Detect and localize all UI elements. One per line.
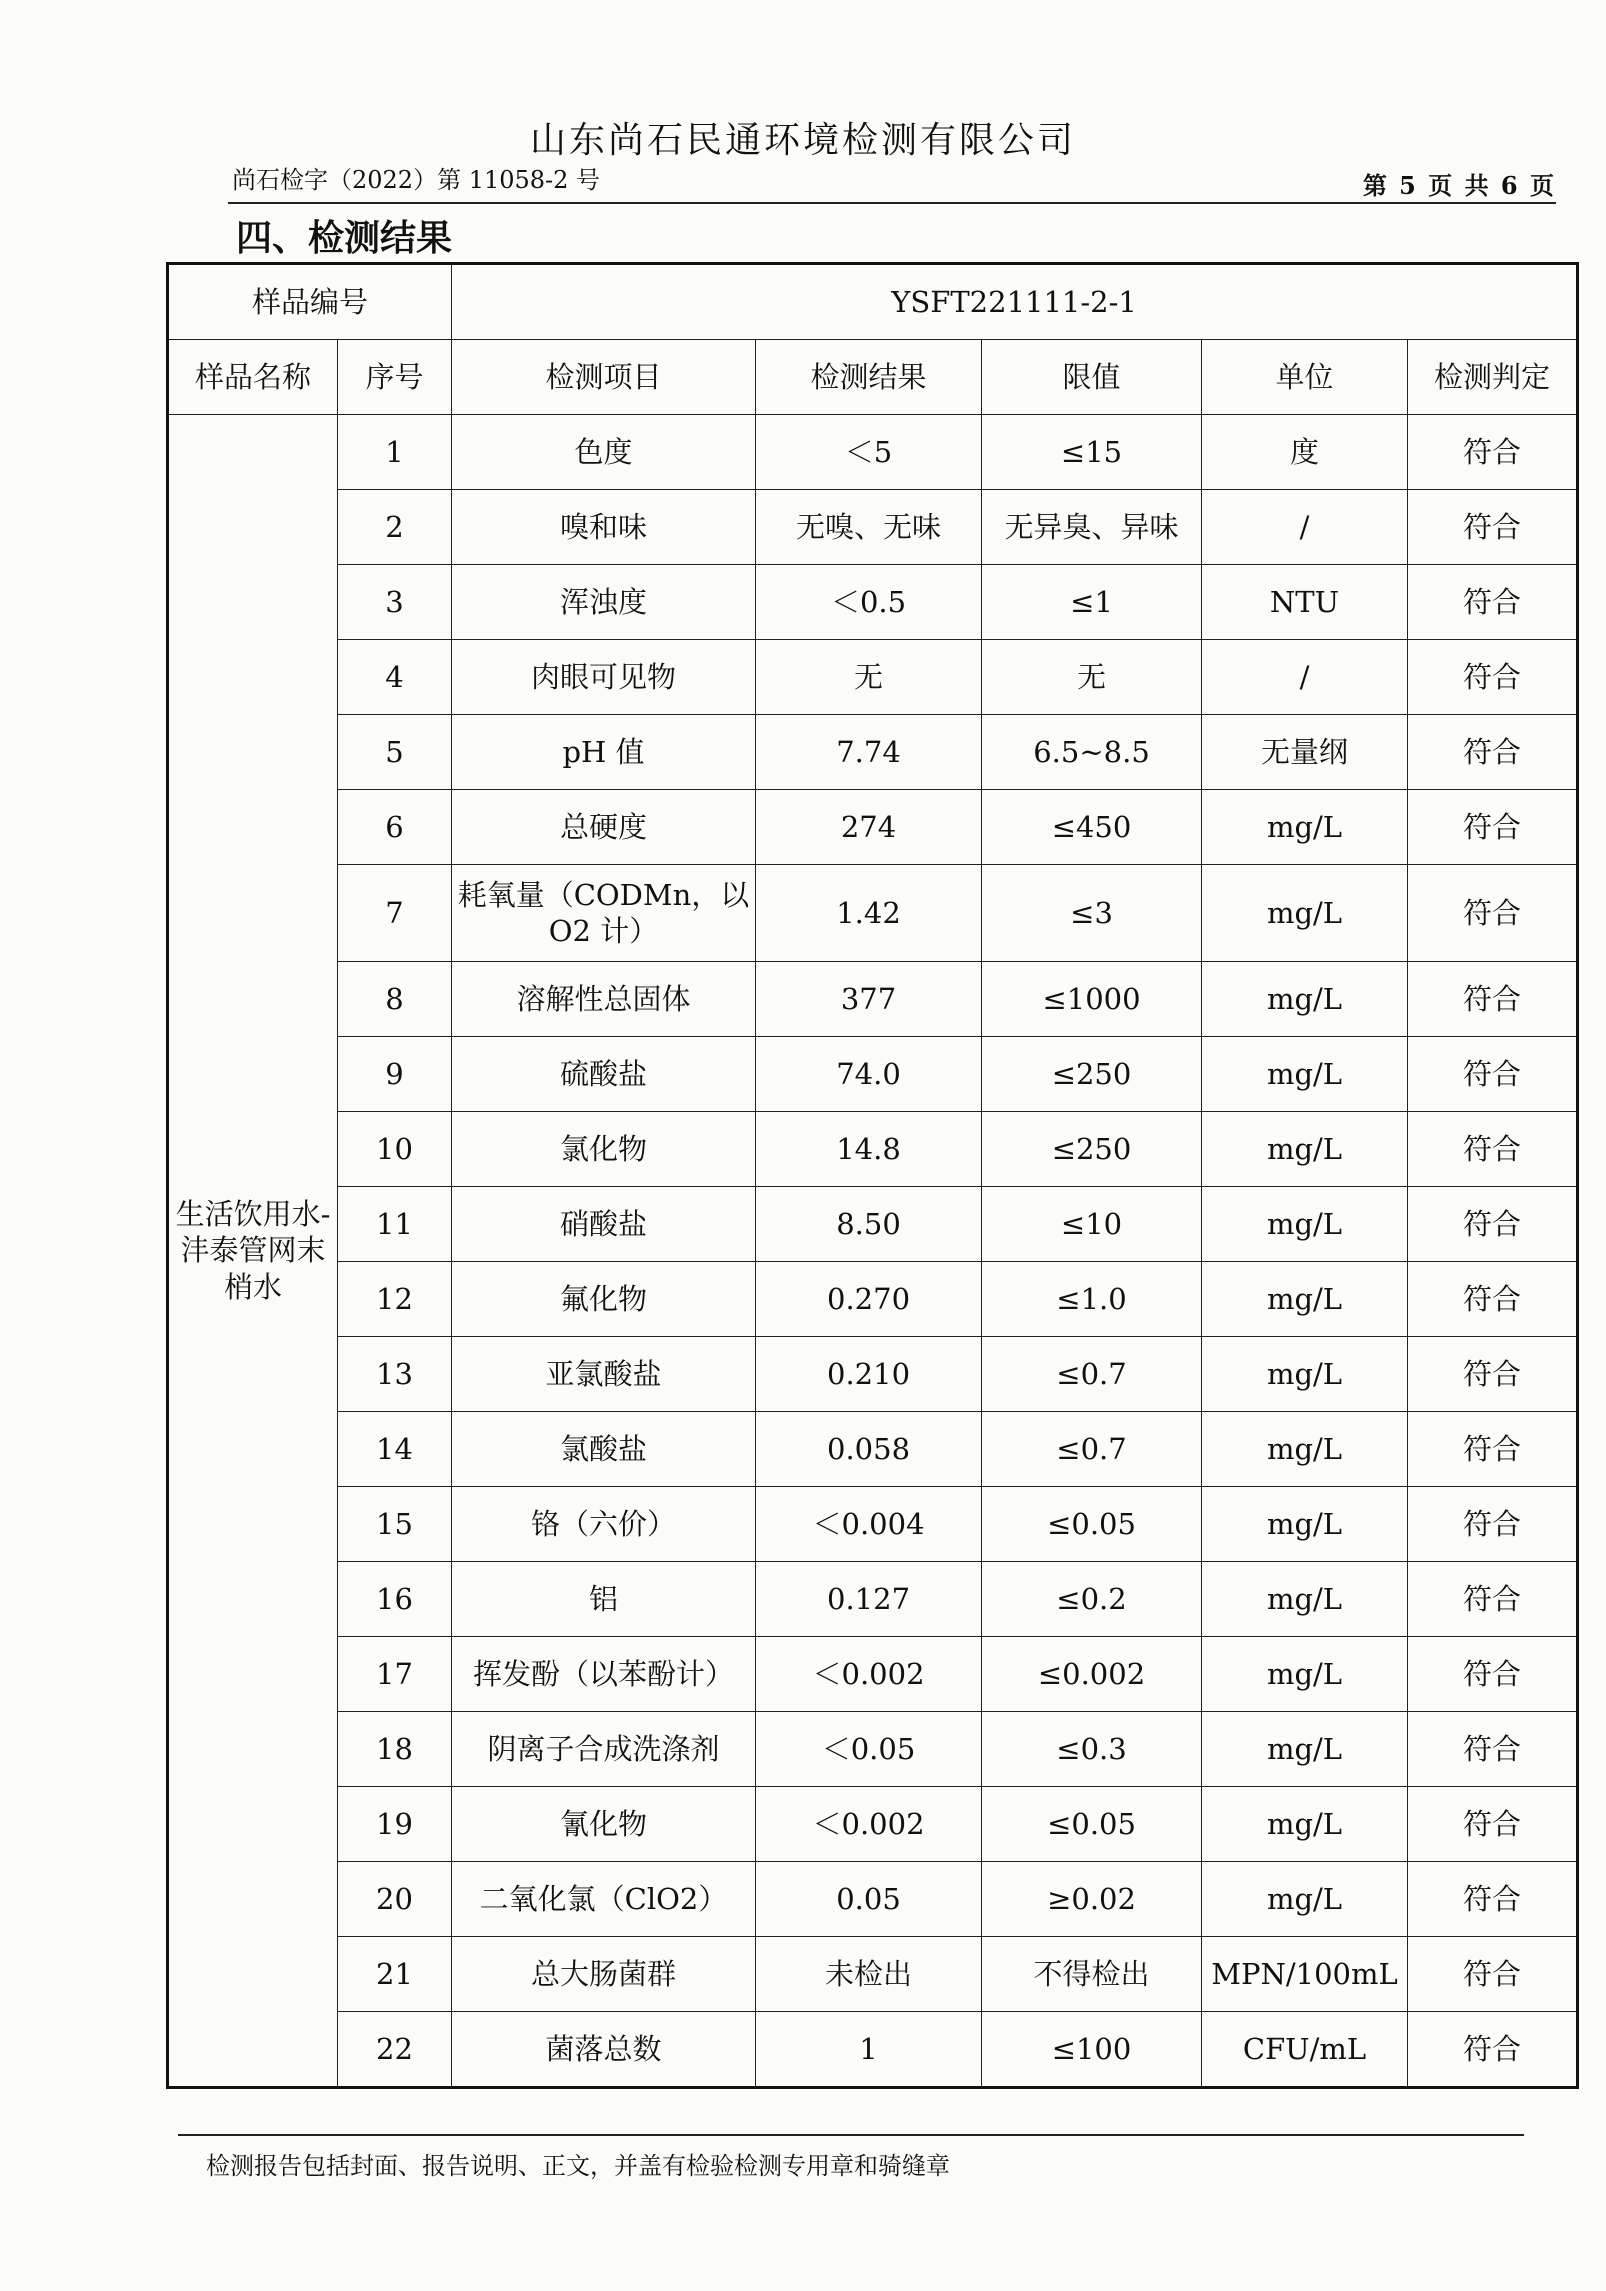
table-row xyxy=(168,490,1578,565)
col-header-limit: 限值 xyxy=(982,340,1202,415)
table-row xyxy=(168,1562,1578,1637)
col-header-judgement: 检测判定 xyxy=(1408,340,1578,415)
row-item: 肉眼可见物 xyxy=(452,640,756,715)
table-row xyxy=(168,715,1578,790)
row-judgement: 符合 xyxy=(1408,1262,1578,1337)
table-row xyxy=(168,1262,1578,1337)
table-row xyxy=(168,2012,1578,2088)
row-result: 0.05 xyxy=(756,1862,982,1937)
row-unit: mg/L xyxy=(1202,1637,1408,1712)
row-unit: mg/L xyxy=(1202,962,1408,1037)
row-item: 浑浊度 xyxy=(452,565,756,640)
row-item: 总硬度 xyxy=(452,790,756,865)
footer-note: 检测报告包括封面、报告说明、正文，并盖有检验检测专用章和骑缝章 xyxy=(206,2152,950,2180)
table-row xyxy=(168,1862,1578,1937)
row-seq: 17 xyxy=(338,1637,452,1712)
row-result: 0.127 xyxy=(756,1562,982,1637)
row-seq: 21 xyxy=(338,1937,452,2012)
row-item: 氯酸盐 xyxy=(452,1412,756,1487)
col-header-sample-name: 样品名称 xyxy=(168,340,338,415)
row-seq: 22 xyxy=(338,2012,452,2088)
col-header-item: 检测项目 xyxy=(452,340,756,415)
row-seq: 6 xyxy=(338,790,452,865)
row-item: 铬（六价） xyxy=(452,1487,756,1562)
row-limit: ≤250 xyxy=(982,1112,1202,1187)
row-limit: 6.5~8.5 xyxy=(982,715,1202,790)
row-seq: 5 xyxy=(338,715,452,790)
row-limit: ≤1000 xyxy=(982,962,1202,1037)
sample-id-row xyxy=(168,264,1578,340)
table-row xyxy=(168,1637,1578,1712)
row-seq: 19 xyxy=(338,1787,452,1862)
row-item: 硫酸盐 xyxy=(452,1037,756,1112)
row-item: 阴离子合成洗涤剂 xyxy=(452,1712,756,1787)
row-item: 菌落总数 xyxy=(452,2012,756,2088)
row-limit: ≤10 xyxy=(982,1187,1202,1262)
row-result: 8.50 xyxy=(756,1187,982,1262)
row-limit: 无 xyxy=(982,640,1202,715)
row-judgement: 符合 xyxy=(1408,1487,1578,1562)
row-judgement: 符合 xyxy=(1408,962,1578,1037)
row-unit: mg/L xyxy=(1202,1712,1408,1787)
row-judgement: 符合 xyxy=(1408,1337,1578,1412)
row-result: 7.74 xyxy=(756,715,982,790)
row-limit: ≤0.3 xyxy=(982,1712,1202,1787)
row-limit: ≤0.2 xyxy=(982,1562,1202,1637)
table-row xyxy=(168,1712,1578,1787)
row-seq: 11 xyxy=(338,1187,452,1262)
row-item: 亚氯酸盐 xyxy=(452,1337,756,1412)
row-limit: ≤0.05 xyxy=(982,1487,1202,1562)
row-judgement: 符合 xyxy=(1408,490,1578,565)
row-seq: 1 xyxy=(338,415,452,490)
row-judgement: 符合 xyxy=(1408,1712,1578,1787)
row-result: 0.270 xyxy=(756,1262,982,1337)
row-limit: ≤0.7 xyxy=(982,1337,1202,1412)
row-judgement: 符合 xyxy=(1408,1187,1578,1262)
table-row xyxy=(168,1937,1578,2012)
row-judgement: 符合 xyxy=(1408,1037,1578,1112)
row-limit: ≤0.05 xyxy=(982,1787,1202,1862)
row-seq: 12 xyxy=(338,1262,452,1337)
table-row xyxy=(168,1037,1578,1112)
row-limit: ≤0.7 xyxy=(982,1412,1202,1487)
row-limit: 无异臭、异味 xyxy=(982,490,1202,565)
row-judgement: 符合 xyxy=(1408,715,1578,790)
col-header-seq: 序号 xyxy=(338,340,452,415)
row-seq: 4 xyxy=(338,640,452,715)
row-unit: mg/L xyxy=(1202,1412,1408,1487)
row-seq: 10 xyxy=(338,1112,452,1187)
row-item: 挥发酚（以苯酚计） xyxy=(452,1637,756,1712)
row-unit: mg/L xyxy=(1202,1562,1408,1637)
row-seq: 2 xyxy=(338,490,452,565)
row-seq: 16 xyxy=(338,1562,452,1637)
row-limit: ≤1 xyxy=(982,565,1202,640)
row-unit: / xyxy=(1202,640,1408,715)
row-limit: ≥0.02 xyxy=(982,1862,1202,1937)
row-judgement: 符合 xyxy=(1408,1412,1578,1487)
row-result: 74.0 xyxy=(756,1037,982,1112)
row-result: ＜0.004 xyxy=(756,1487,982,1562)
section-title: 四、检测结果 xyxy=(236,218,453,259)
row-limit: ≤0.002 xyxy=(982,1637,1202,1712)
col-header-unit: 单位 xyxy=(1202,340,1408,415)
row-limit: ≤15 xyxy=(982,415,1202,490)
row-limit: ≤100 xyxy=(982,2012,1202,2088)
row-result: ＜0.05 xyxy=(756,1712,982,1787)
row-item: 氟化物 xyxy=(452,1262,756,1337)
row-judgement: 符合 xyxy=(1408,1937,1578,2012)
row-limit: ≤1.0 xyxy=(982,1262,1202,1337)
table-row xyxy=(168,1487,1578,1562)
results-table xyxy=(166,262,1579,2089)
footer-divider xyxy=(178,2134,1524,2136)
row-result: ＜0.002 xyxy=(756,1787,982,1862)
row-unit: mg/L xyxy=(1202,1262,1408,1337)
column-header-row xyxy=(168,340,1578,415)
row-judgement: 符合 xyxy=(1408,790,1578,865)
row-item: pH 值 xyxy=(452,715,756,790)
row-unit: CFU/mL xyxy=(1202,2012,1408,2088)
table-row xyxy=(168,1187,1578,1262)
row-judgement: 符合 xyxy=(1408,2012,1578,2088)
row-limit: ≤250 xyxy=(982,1037,1202,1112)
row-result: ＜0.002 xyxy=(756,1637,982,1712)
table-row xyxy=(168,1787,1578,1862)
row-unit: mg/L xyxy=(1202,790,1408,865)
page-indicator: 第 5 页 共 6 页 xyxy=(1362,171,1556,200)
table-row xyxy=(168,415,1578,490)
company-name: 山东尚石民通环境检测有限公司 xyxy=(529,120,1076,161)
row-unit: mg/L xyxy=(1202,1112,1408,1187)
row-item: 溶解性总固体 xyxy=(452,962,756,1037)
row-result: 14.8 xyxy=(756,1112,982,1187)
row-unit: mg/L xyxy=(1202,1187,1408,1262)
row-unit: mg/L xyxy=(1202,1862,1408,1937)
col-header-result: 检测结果 xyxy=(756,340,982,415)
row-seq: 9 xyxy=(338,1037,452,1112)
row-seq: 14 xyxy=(338,1412,452,1487)
row-item: 耗氧量（CODMn，以 O2 计） xyxy=(452,865,756,962)
row-result: 0.210 xyxy=(756,1337,982,1412)
sample-id-value: YSFT221111-2-1 xyxy=(452,264,1578,340)
row-judgement: 符合 xyxy=(1408,565,1578,640)
table-row xyxy=(168,962,1578,1037)
row-unit: mg/L xyxy=(1202,1037,1408,1112)
row-unit: mg/L xyxy=(1202,1787,1408,1862)
row-seq: 8 xyxy=(338,962,452,1037)
row-judgement: 符合 xyxy=(1408,865,1578,962)
table-row xyxy=(168,640,1578,715)
row-seq: 18 xyxy=(338,1712,452,1787)
row-item: 色度 xyxy=(452,415,756,490)
row-judgement: 符合 xyxy=(1408,1562,1578,1637)
row-seq: 7 xyxy=(338,865,452,962)
row-unit: 度 xyxy=(1202,415,1408,490)
sample-name-cell: 生活饮用水-沣泰管网末梢水 xyxy=(168,415,338,2088)
row-item: 氯化物 xyxy=(452,1112,756,1187)
row-seq: 20 xyxy=(338,1862,452,1937)
row-unit: / xyxy=(1202,490,1408,565)
row-item: 嗅和味 xyxy=(452,490,756,565)
row-result: 1.42 xyxy=(756,865,982,962)
row-limit: 不得检出 xyxy=(982,1937,1202,2012)
table-row xyxy=(168,865,1578,962)
row-limit: ≤450 xyxy=(982,790,1202,865)
header-divider xyxy=(228,202,1556,204)
row-result: 1 xyxy=(756,2012,982,2088)
row-unit: NTU xyxy=(1202,565,1408,640)
row-unit: 无量纲 xyxy=(1202,715,1408,790)
report-number: 尚石检字（2022）第 11058-2 号 xyxy=(232,166,601,194)
row-item: 硝酸盐 xyxy=(452,1187,756,1262)
row-unit: mg/L xyxy=(1202,1337,1408,1412)
table-row xyxy=(168,1112,1578,1187)
row-judgement: 符合 xyxy=(1408,1787,1578,1862)
row-judgement: 符合 xyxy=(1408,1862,1578,1937)
row-judgement: 符合 xyxy=(1408,1637,1578,1712)
table-row xyxy=(168,1412,1578,1487)
sample-id-label: 样品编号 xyxy=(168,264,452,340)
table-row xyxy=(168,565,1578,640)
row-item: 氰化物 xyxy=(452,1787,756,1862)
table-row xyxy=(168,790,1578,865)
row-unit: MPN/100mL xyxy=(1202,1937,1408,2012)
row-item: 总大肠菌群 xyxy=(452,1937,756,2012)
row-unit: mg/L xyxy=(1202,1487,1408,1562)
row-seq: 3 xyxy=(338,565,452,640)
row-item: 铝 xyxy=(452,1562,756,1637)
row-result: 无 xyxy=(756,640,982,715)
row-seq: 13 xyxy=(338,1337,452,1412)
row-result: ＜5 xyxy=(756,415,982,490)
row-judgement: 符合 xyxy=(1408,640,1578,715)
row-limit: ≤3 xyxy=(982,865,1202,962)
row-item: 二氧化氯（ClO2） xyxy=(452,1862,756,1937)
row-result: 无嗅、无味 xyxy=(756,490,982,565)
row-result: 377 xyxy=(756,962,982,1037)
row-unit: mg/L xyxy=(1202,865,1408,962)
row-result: 0.058 xyxy=(756,1412,982,1487)
row-result: 274 xyxy=(756,790,982,865)
table-row xyxy=(168,1337,1578,1412)
row-judgement: 符合 xyxy=(1408,415,1578,490)
row-result: 未检出 xyxy=(756,1937,982,2012)
row-judgement: 符合 xyxy=(1408,1112,1578,1187)
row-result: ＜0.5 xyxy=(756,565,982,640)
row-seq: 15 xyxy=(338,1487,452,1562)
